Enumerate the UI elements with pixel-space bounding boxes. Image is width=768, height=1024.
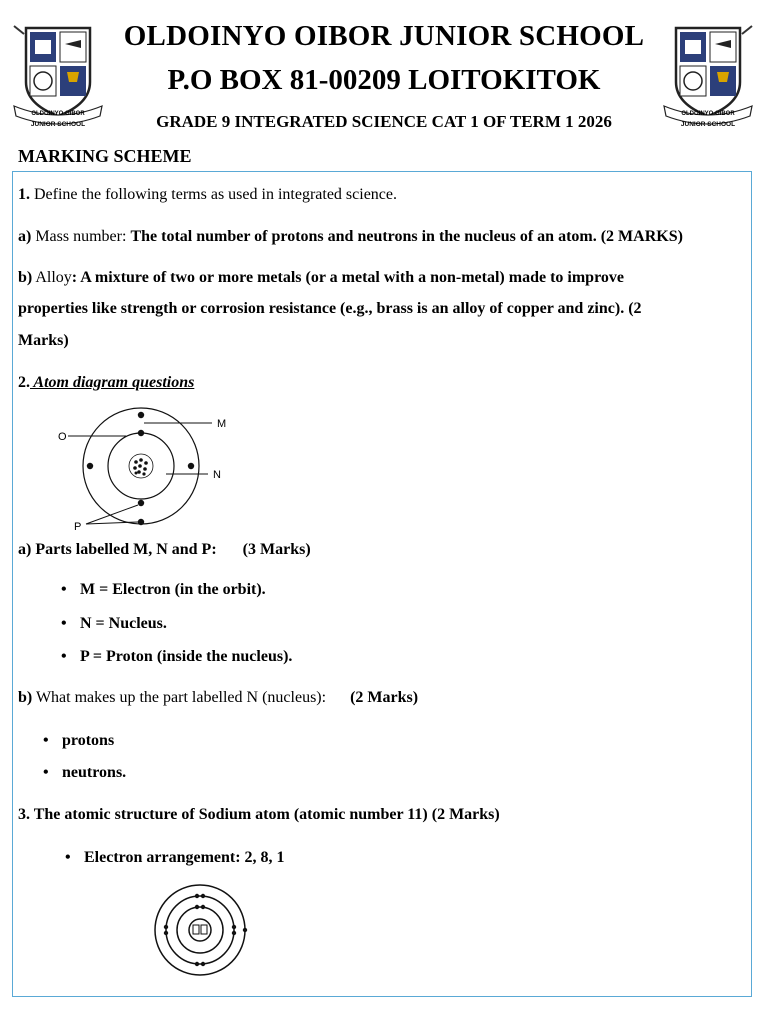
q2a-item: • N = Nucleus. [61,615,167,632]
logo-text-bottom: JUNIOR SCHOOL [680,121,736,128]
q2b-marks: (2 Marks) [350,689,419,706]
q2a-marks: (3 Marks) [242,541,311,558]
q3-item: • Electron arrangement: 2, 8, 1 [65,849,285,866]
q2b-item: • protons [43,732,115,749]
q1-prompt: Define the following terms as used in integrated science. [30,186,397,203]
q1b-answer-1: : A mixture of two or more metals (or a metal with a non-metal) made to improve [71,269,624,286]
q2a-item: • P = Proton (inside the nucleus). [61,648,293,665]
q1b-answer-2: properties like strength or corrosion resistance (e.g., brass is an alloy of copper and zinc). (2 [18,300,642,317]
logo-text-bottom: JUNIOR SCHOOL [30,121,86,128]
atom-diagram [50,405,240,533]
q1a-line [18,227,683,247]
q1b-line [18,268,624,288]
logo-text-top: OLDOINYO OIBOR [31,111,85,117]
logo-text-top: OLDOINYO OIBOR [681,111,735,117]
q2b-label: b) [18,689,33,706]
q1b-term: Alloy [32,269,72,286]
q2a-item: • M = Electron (in the orbit). [61,581,266,598]
q1a-answer: The total number of protons and neutrons in the nucleus of an atom. (2 MARKS) [130,228,683,245]
label-n: N [213,469,221,481]
section-title: MARKING SCHEME [18,146,192,166]
q1a-term: Mass number: [31,228,131,245]
school-logo-right [660,20,756,128]
q1a-label: a) [18,228,32,245]
q2b-prompt: What makes up the part labelled N (nucleus): [32,689,327,706]
q2b-item: • neutrons. [43,764,127,781]
q1-prompt-line [18,185,397,205]
q2-title: Atom diagram questions [30,374,195,391]
label-p: P [74,521,82,533]
school-name: OLDOINYO OIBOR JUNIOR SCHOOL [123,20,645,52]
document-header [0,0,768,140]
q3-heading: 3. The atomic structure of Sodium atom (atomic number 11) (2 Marks) [18,806,500,823]
q1b-label: b) [18,269,33,286]
exam-title: GRADE 9 INTEGRATED SCIENCE CAT 1 OF TERM 1 2026 [156,112,612,131]
q2a-heading: a) Parts labelled M, N and P: [18,541,217,558]
q1-number: 1. [18,186,30,203]
q2-heading [18,373,194,393]
q2b-line [18,688,418,708]
school-address: P.O BOX 81-00209 LOITOKITOK [167,64,601,96]
label-o: O [58,431,67,443]
sodium-atom-diagram [150,884,250,976]
label-m: M [217,418,227,430]
q2a-heading-line [18,540,311,560]
q2-number: 2. [18,374,30,391]
q1b-answer-3: Marks) [18,332,69,349]
